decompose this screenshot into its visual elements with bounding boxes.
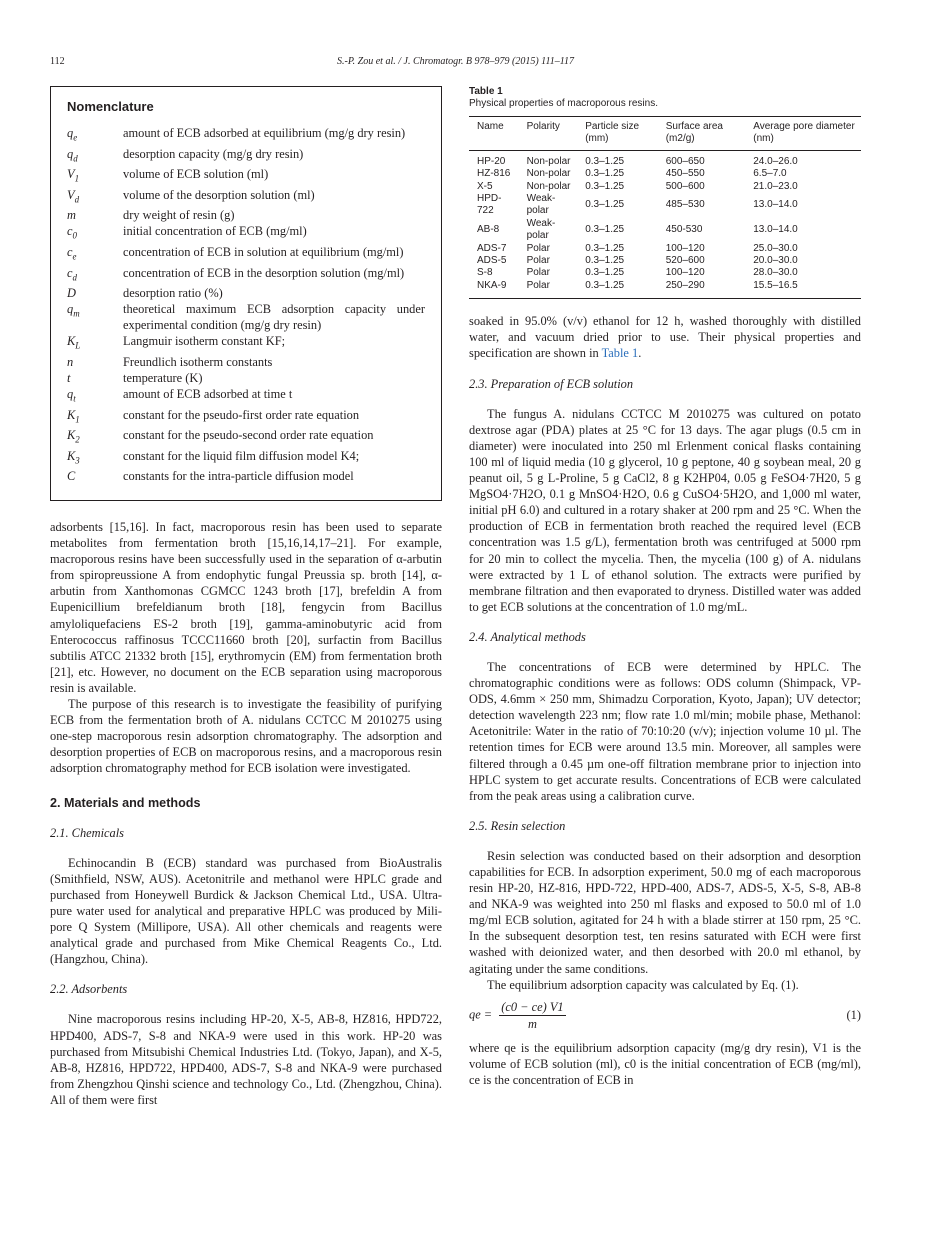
- nomenclature-item: [67, 301, 425, 333]
- page-number: 112: [50, 56, 65, 67]
- table-row: [469, 168, 861, 180]
- left-column: [50, 86, 442, 1108]
- nomenclature-symbol: D: [67, 286, 76, 301]
- table-cell: 0.3–1.25: [585, 224, 625, 236]
- table-cell: Non-polar: [526, 168, 571, 180]
- nomenclature-item: [67, 333, 425, 354]
- table-cell: ADS-5: [477, 255, 507, 267]
- nomenclature-definition: volume of ECB solution (ml): [123, 167, 269, 182]
- equation-denominator: m: [527, 1016, 537, 1031]
- nomenclature-definition: amount of ECB adsorbed at time t: [123, 387, 293, 402]
- table-cell: 0.3–1.25: [585, 242, 625, 254]
- equation-body: [469, 999, 566, 1032]
- table-cell: 250–290: [658, 280, 746, 299]
- resin-properties-table: [469, 116, 861, 299]
- table-row: [469, 150, 861, 168]
- nomenclature-symbol: $K_L$: [67, 334, 81, 351]
- purpose-paragraph: The purpose of this research is to investigate the feasibility of purifying ECB from the fermentation broth of A. nidulans CCTCC M 2010275 using one-step macroporous resin adsorption chromatography. The adsorption and desorption properties of ECB on macroporous resins, and a macroporous resin adsorption chromatography method for ECB isolation were investigated.: [50, 697, 442, 776]
- table-cell: 13.0–14.0: [753, 199, 798, 211]
- table-row: [469, 181, 861, 193]
- table-cell: Polar: [526, 267, 550, 279]
- nomenclature-list: [67, 125, 425, 484]
- nomenclature-symbol: $q_m$: [67, 302, 80, 319]
- subsection-heading-chemicals: 2.1. Chemicals: [50, 825, 124, 840]
- nomenclature-item: [67, 265, 425, 286]
- nomenclature-item: [67, 468, 425, 484]
- nomenclature-symbol: C: [67, 469, 76, 484]
- table-label: Table 1: [469, 86, 503, 97]
- table-cell: HP-20: [477, 155, 506, 167]
- nomenclature-symbol: $K_3$: [67, 448, 80, 466]
- table-cell: 20.0–30.0: [753, 255, 798, 267]
- nomenclature-item: [67, 448, 425, 469]
- nomenclature-item: [67, 285, 425, 301]
- table-caption: [469, 86, 861, 110]
- table-cell: 0.3–1.25: [585, 199, 625, 211]
- nomenclature-item: [67, 187, 425, 208]
- nomenclature-symbol: $c_d$: [67, 265, 77, 283]
- table-row: [469, 267, 861, 279]
- equation-1: [469, 999, 861, 1032]
- nomenclature-definition: concentration of ECB in the desorption solution (mg/ml): [123, 265, 405, 280]
- nomenclature-definition: concentration of ECB in solution at equilibrium (mg/ml): [123, 245, 404, 259]
- table-row: [469, 255, 861, 267]
- nomenclature-item: [67, 207, 425, 223]
- equation-number: (1): [846, 1008, 861, 1023]
- table-cell: 24.0–26.0: [753, 155, 798, 167]
- nomenclature-symbol: $K_1$: [67, 407, 80, 425]
- table-cell: 100–120: [665, 267, 705, 279]
- table-body: [469, 150, 861, 298]
- table-cell: 0.3–1.25: [585, 267, 625, 279]
- nomenclature-definition: theoretical maximum ECB adsorption capacity under experimental condition (mg/g dry resin): [123, 302, 425, 333]
- table-header-cell: Polarity: [519, 117, 578, 151]
- nomenclature-item: [67, 125, 425, 146]
- table-header-cell: Name: [469, 117, 519, 151]
- table-cell: 25.0–30.0: [753, 242, 798, 254]
- nomenclature-item: [67, 146, 425, 167]
- nomenclature-definition: volume of the desorption solution (ml): [123, 187, 315, 202]
- table-cell: 485–530: [665, 199, 705, 211]
- table-cell: HPD-722: [477, 193, 502, 217]
- subsection-heading-adsorbents: 2.2. Adsorbents: [50, 982, 128, 997]
- where-paragraph: where qe is the equilibrium adsorption capacity (mg/g dry resin), V1 is the volume of ECB solution (ml), c0 is the initial concentration of ECB (mg/ml), ce is the concentration of ECB in: [469, 1040, 861, 1088]
- nomenclature-definition: constant for the pseudo-first order rate equation: [123, 407, 360, 422]
- nomenclature-item: [67, 244, 425, 265]
- table-cell: 520–600: [665, 255, 705, 267]
- table-header-cell: Average pore diameter (nm): [745, 117, 861, 151]
- nomenclature-definition: desorption ratio (%): [123, 286, 223, 301]
- table-row: [469, 218, 861, 243]
- table-cell: 0.3–1.25: [577, 280, 658, 299]
- running-header: [50, 56, 861, 70]
- table-cell: NKA-9: [469, 280, 519, 299]
- nomenclature-item: [67, 370, 425, 386]
- section-heading-materials: 2. Materials and methods: [50, 795, 201, 810]
- table-cell: Polar: [519, 280, 578, 299]
- adsorbents-paragraph: Nine macroporous resins including HP-20, X-5, AB-8, HZ816, HPD722, HPD400, ADS-7, S-8 and NKA-9 were used in this work. HP-20 was purchased from Mitsubishi Chemical Industries Ltd. (Tokyo, Japan), and X-5, AB-8, HZ816, HPD722, HPD400, ADS-7, S-8 and NKA-9 were purchased from Zhengzhou Qinshi science and technology Co., Ltd. (Zhengzhou, China). All of them were first: [50, 1012, 442, 1107]
- table1-link[interactable]: Table 1: [601, 346, 639, 361]
- soaked-paragraph: soaked in 95.0% (v/v) ethanol for 12 h, washed thoroughly with distilled water, and vacuum dried prior to use. Their physical properties and specification are shown in Table 1.: [469, 314, 861, 361]
- table-cell: 13.0–14.0: [753, 224, 798, 236]
- table-cell: Weak-polar: [526, 193, 556, 217]
- nomenclature-definition: Freundlich isotherm constants: [123, 354, 273, 369]
- table-cell: 600–650: [665, 155, 705, 167]
- equation-lhs: qe =: [469, 1007, 493, 1022]
- nomenclature-symbol: $c_e$: [67, 245, 77, 262]
- resin-paragraph: Resin selection was conducted based on their adsorption and desorption capabilities for ECB. In adsorption experiment, 50.0 mg of each macroporous resin HP-20, HZ-816, HPD-722, HPD-400, ADS-7, ADS-5, X-5, S-8, AB-8 and NKA-9 was weighted into 250 ml flasks and exposed to 50.0 ml of 1.0 mg/ml ECB solution, agitated for 24 h with a blade stirrer at 150 rpm, 25 °C. In the subsequent desorption test, ten resins saturated with ECH were first washed with deionized water, and then desorbed with 20.0 ml ethanol, by agitating under the same conditions.: [469, 848, 861, 976]
- table-cell: 15.5–16.5: [745, 280, 861, 299]
- table-cell: 28.0–30.0: [753, 267, 798, 279]
- nomenclature-definition: desorption capacity (mg/g dry resin): [123, 146, 304, 161]
- table-cell: 0.3–1.25: [585, 180, 625, 192]
- nomenclature-item: [67, 386, 425, 407]
- table-cell: Non-polar: [526, 180, 571, 192]
- nomenclature-definition: constant for the liquid film diffusion model K4;: [123, 448, 360, 463]
- nomenclature-definition: temperature (K): [123, 371, 203, 386]
- nomenclature-symbol: $K_2$: [67, 428, 80, 445]
- analytical-paragraph: The concentrations of ECB were determined by HPLC. The chromatographic conditions were as follows: ODS column (Shimpack, VP-ODS, 4.6mm × 250 mm, Shimadzu Corporation, Kyoto, Japan); UV detector; detection wavelength 223 nm; flow rate 1.0 ml/min; mobile phase, Methanol: Acetonitrile: Water in the ratio of 70:10:20 (v/v); injection volume 10 µl. The retention times for ECB were around 13.5 min. Moreover, all samples were filtered through a 0.45 µm one-off filtration membrane prior to injection into HPLC system to get accurate results. Concentrations of ECB were calculated from the peak areas using a calibration curve.: [469, 659, 861, 803]
- right-column: [469, 86, 861, 1088]
- journal-reference: S.-P. Zou et al. / J. Chromatogr. B 978–979 (2015) 111–117: [337, 56, 574, 67]
- nomenclature-definition: constant for the pseudo-second order rate equation: [123, 428, 374, 443]
- nomenclature-symbol: m: [67, 208, 76, 223]
- table-cell: Polar: [526, 242, 550, 254]
- nomenclature-item: [67, 354, 425, 370]
- nomenclature-item: [67, 407, 425, 428]
- table-cell: Weak-polar: [526, 217, 556, 242]
- equation-fraction: [499, 999, 565, 1032]
- table-cell: 450–550: [665, 168, 705, 180]
- subsection-heading-prep: 2.3. Preparation of ECB solution: [469, 376, 634, 391]
- subsection-heading-resin: 2.5. Resin selection: [469, 818, 566, 833]
- nomenclature-item: [67, 166, 425, 187]
- prep-paragraph: The fungus A. nidulans CCTCC M 2010275 was cultured on potato dextrose agar (PDA) plates at 25 °C for 13 days. The agar plugs (0.5 cm in diameter) were inoculated into 250 ml Erlenment conical flasks containing 100 ml of liquid media (10 g glycerol, 10 g peptone, 40 g soybean meal, 20 g peanut oil, 5 g L-Proline, 5 g CaCl2, 8 g K2HP04, 0.05 g FeSO4·7H20, 5 g MgSO4·7H2O, 0.1 g MnSO4·H2O, 0.6 g CuSO4·5H2O, and 1,000 ml water, initial pH 6.0) and cultured in a rotary shaker at 200 rpm and 25 °C. When the production of ECB in fermentation broth reached the required level (ECB concentration was 1.5 g/L), fermentation broth was centrifuged at 5000 rpm for 20 min to collect the mycelia. Then, the mycelia (100 g) of A. nidulans were extracted by 1 L of ethanol solution. The extracts were purified by membrane filtration and then evaporated to dryness. Distilled water was added to get ECB solutions at the concentration of 1.0 mg/mL.: [469, 406, 861, 614]
- nomenclature-symbol: $c_0$: [67, 224, 77, 241]
- intro-paragraph: adsorbents [15,16]. In fact, macroporous resin has been used to separate metabolites from fermentation broth [15,16,14,17–21]. For example, macroporous resins have been successfully used in the separation of α-arbutin from spiropreussione A from endophytic fungal Preussia sp. broth [14], α-arbutin from Xanthomonas CGMCC 1243 broth [17], brefeldin A from Eupenicillium brefeldianum broth [18], fengycin from Bacillus amyloliquefaciens ES-2 broth [19], gamma-aminobutyric acid from Enterococcus raffinosus TCCC11660 broth [20], surfactin from Bacillus subtilis ATCC 21332 broth [15], erythromycin (EM) from fermentation broth [21], etc. However, no document on the ECB separation using macroporous resin is available.: [50, 520, 442, 695]
- table-cell: 21.0–23.0: [753, 180, 798, 192]
- table-cell: X-5: [477, 180, 493, 192]
- nomenclature-symbol: $q_d$: [67, 146, 78, 164]
- table-cell: 100–120: [665, 242, 705, 254]
- nomenclature-symbol: n: [67, 354, 74, 369]
- table-header-cell: Particle size (mm): [577, 117, 658, 151]
- table-cell: 0.3–1.25: [585, 255, 625, 267]
- nomenclature-symbol: $q_t$: [67, 387, 76, 404]
- nomenclature-symbol: t: [67, 371, 71, 386]
- table-cell: 450-530: [665, 224, 703, 236]
- nomenclature-title: Nomenclature: [67, 99, 154, 114]
- table-row: [469, 280, 861, 299]
- equation-numerator: (c0 − ce) V1: [499, 999, 565, 1016]
- nomenclature-item: [67, 427, 425, 448]
- nomenclature-definition: constants for the intra-particle diffusion model: [123, 469, 354, 484]
- table-row: [469, 243, 861, 255]
- nomenclature-symbol: $V_1$: [67, 167, 80, 184]
- nomenclature-symbol: $V_d$: [67, 187, 80, 205]
- table-cell: 6.5–7.0: [753, 168, 787, 180]
- table-row: [469, 193, 861, 218]
- table-cell: Non-polar: [526, 155, 571, 167]
- nomenclature-definition: amount of ECB adsorbed at equilibrium (mg/g dry resin): [123, 126, 406, 141]
- nomenclature-definition: initial concentration of ECB (mg/ml): [123, 224, 307, 239]
- table-header-cell: Surface area (m2/g): [658, 117, 746, 151]
- subsection-heading-analytical: 2.4. Analytical methods: [469, 629, 586, 644]
- table-cell: S-8: [477, 267, 493, 279]
- nomenclature-item: [67, 223, 425, 244]
- equation-intro: The equilibrium adsorption capacity was calculated by Eq. (1).: [487, 977, 799, 992]
- table-cell: Polar: [526, 255, 550, 267]
- nomenclature-box: [50, 86, 442, 501]
- table-cell: HZ-816: [477, 168, 511, 180]
- table-caption-text: Physical properties of macroporous resins.: [469, 98, 658, 109]
- table-cell: 0.3–1.25: [585, 155, 625, 167]
- table-cell: AB-8: [477, 224, 500, 236]
- table-cell: ADS-7: [477, 242, 507, 254]
- chemicals-paragraph: Echinocandin B (ECB) standard was purchased from BioAustralis (Smithfield, NSW, AUS). Acetonitrile and methanol were HPLC grade and purchased from Honeywell Burdick & Jackson Chemical Ltd., USA. Ultra-pure water used for analytical and preparative HPLC was produced by Mili-pore Q System (Millipore, USA). All other chemicals and reagents were analytical grade and purchased from Mike Chemical Reagents Co., Ltd. (Hangzhou, China).: [50, 855, 442, 967]
- table-header-row: [469, 117, 861, 151]
- nomenclature-definition: dry weight of resin (g): [123, 208, 235, 223]
- table-cell: 500–600: [665, 180, 705, 192]
- nomenclature-definition: Langmuir isotherm constant KF;: [123, 334, 286, 349]
- table-cell: 0.3–1.25: [585, 168, 625, 180]
- nomenclature-symbol: $q_e$: [67, 126, 78, 143]
